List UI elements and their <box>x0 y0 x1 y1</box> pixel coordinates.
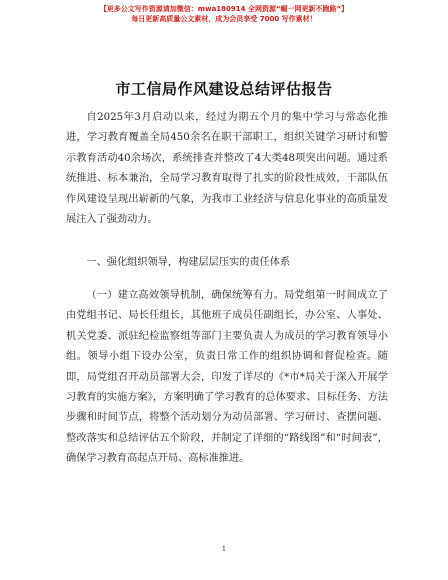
intro-paragraph: 自2025年3月启动以来，经过为期五个月的集中学习与常态化推进，学习教育覆盖全局450余名在职干部职工，组织关键学习研讨和警示教育活动40余场次，系统排查并整改了4大类48项突出问题。通过系统推进、标本兼治，全局学习教育取得了扎实的阶段性成效，干部队伍作风建设呈现出崭新的气象，为我市工业经济与信息化事业的高质量发展注入了强劲动力。 <box>66 112 388 226</box>
banner-line-1: 【更多公文写作资源请加微信：mwa180914 全网资源“崛一网更新不跑路”】 <box>99 5 349 13</box>
section-paragraph-1: （一）建立高效领导机制，确保统筹有力。局党组第一时间成立了由党组书记、局长任组长，其他班子成员任副组长，办公室、人事处、机关党委、派驻纪检监察组等部门主要负责人为成员的学习教育领导小组。领导小组下设办公室，负责日常工作的组织协调和督促检查。随即，局党组召开动员部署大会，印发了详尽的《*市*局关于深入开展学习教育的实施方案》，方案明确了学习教育的总体要求、目标任务、方法步骤和时间节点，将整个活动划分为动员部署、学习研讨、查摆问题、整改落实和总结评估五个阶段，并制定了详细的“路线图”和“时间表”，确保学习教育高起点开局、高标准推进。 <box>66 290 388 465</box>
section-heading-1: 一、强化组织领导，构建层层压实的责任体系 <box>86 257 291 268</box>
banner-line-2: 每日更新高质量公文素材，成为会员享受 7000 写作素材！ <box>131 15 317 23</box>
section-paragraph-block <box>66 286 388 470</box>
intro-paragraph-block <box>66 108 388 230</box>
promo-banner <box>0 4 448 24</box>
page-number: 1 <box>221 545 227 553</box>
document-title: 市工信局作风建设总结评估报告 <box>115 80 333 98</box>
